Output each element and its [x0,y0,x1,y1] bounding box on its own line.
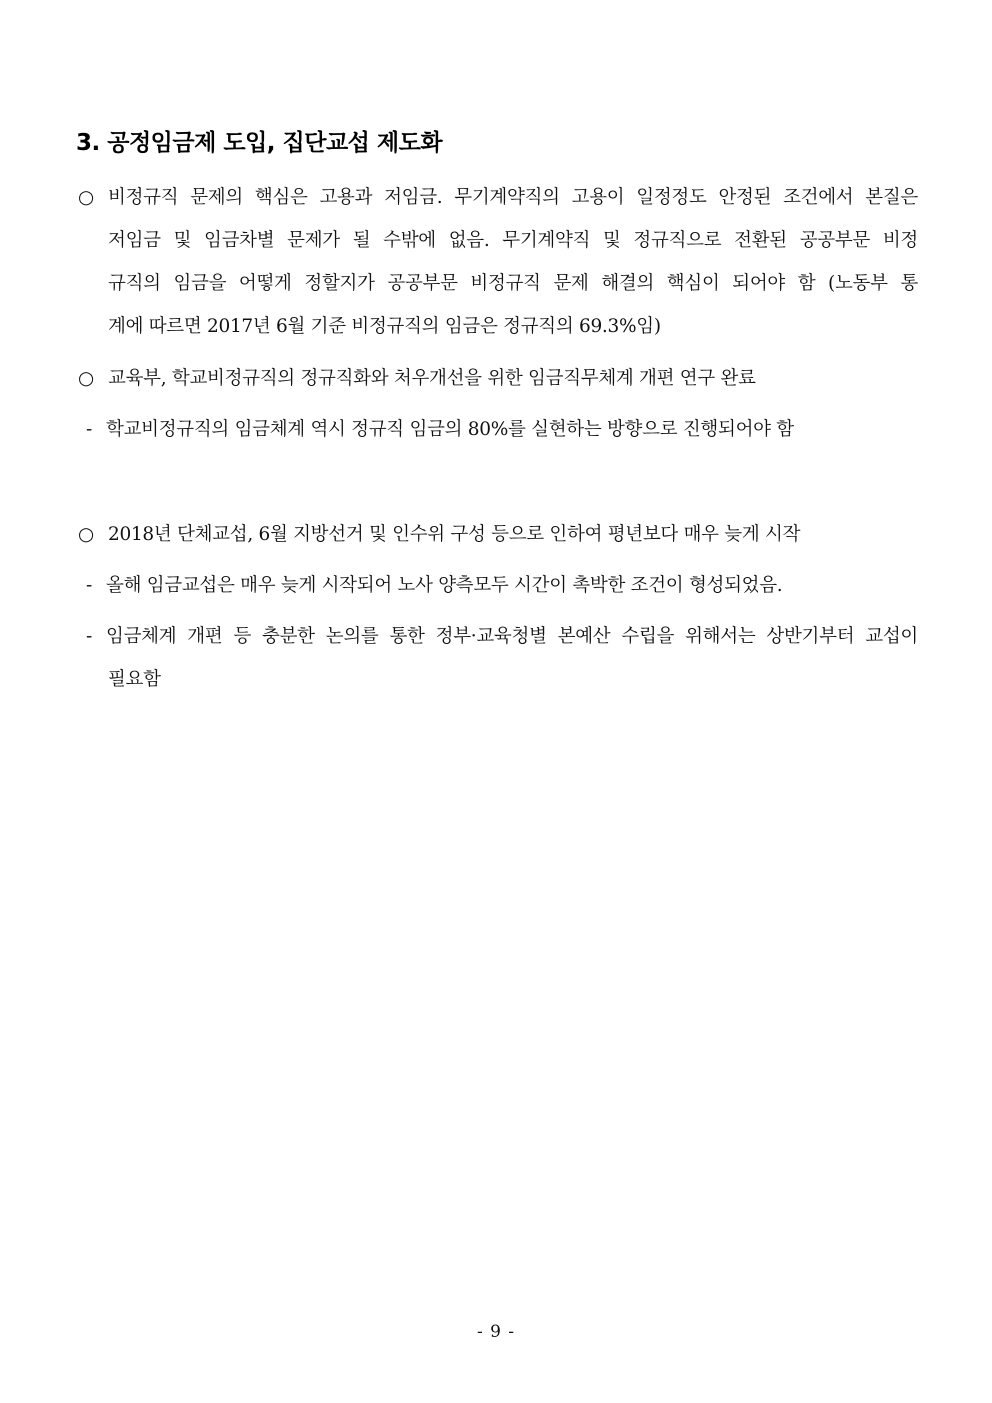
bullet-1 [78,176,918,348]
dash-bullet-marker: - [86,626,92,647]
bullet-2 [78,357,918,451]
bullet-1-line-2: 저임금 및 임금차별 문제가 될 수밖에 없음. 무기계약직 및 정규직으로 전환된 공공부문 비정 [108,230,918,251]
circle-bullet-marker: ○ [78,187,94,208]
bullet-3-text: 2018년 단체교섭, 6월 지방선거 및 인수위 구성 등으로 인하여 평년보다 매우 늦게 시작 [108,524,801,545]
bullet-1-line-3: 규직의 임금을 어떻게 정할지가 공공부문 비정규직 문제 해결의 핵심이 되어야 함 (노동부 통 [108,273,918,294]
bullet-1-line-1: 비정규직 문제의 핵심은 고용과 저임금. 무기계약직의 고용이 일정정도 안정된 조건에서 본질은 [108,187,918,208]
bullet-3-sub-2-line-2: 필요함 [108,669,161,690]
bullet-3-sub-1: 올해 임금교섭은 매우 늦게 시작되어 노사 양측모두 시간이 촉박한 조건이 형성되었음. [106,575,783,596]
page-number: - 9 - [476,1322,516,1342]
section-heading: 3. 공정임금제 도입, 집단교섭 제도화 [76,130,443,156]
bullet-3 [78,513,918,701]
dash-bullet-marker: - [86,419,92,440]
bullet-3-sub-2-line-1: 임금체계 개편 등 충분한 논의를 통한 정부·교육청별 본예산 수립을 위해서는 상반기부터 교섭이 [106,626,918,647]
bullet-2-text: 교육부, 학교비정규직의 정규직화와 처우개선을 위한 임금직무체계 개편 연구 완료 [108,368,756,389]
circle-bullet-marker: ○ [78,524,94,545]
bullet-2-sub-1: 학교비정규직의 임금체계 역시 정규직 임금의 80%를 실현하는 방향으로 진행되어야 함 [106,419,794,440]
bullet-1-line-4: 계에 따르면 2017년 6월 기준 비정규직의 임금은 정규직의 69.3%임) [108,316,661,337]
circle-bullet-marker: ○ [78,368,94,389]
dash-bullet-marker: - [86,575,92,596]
